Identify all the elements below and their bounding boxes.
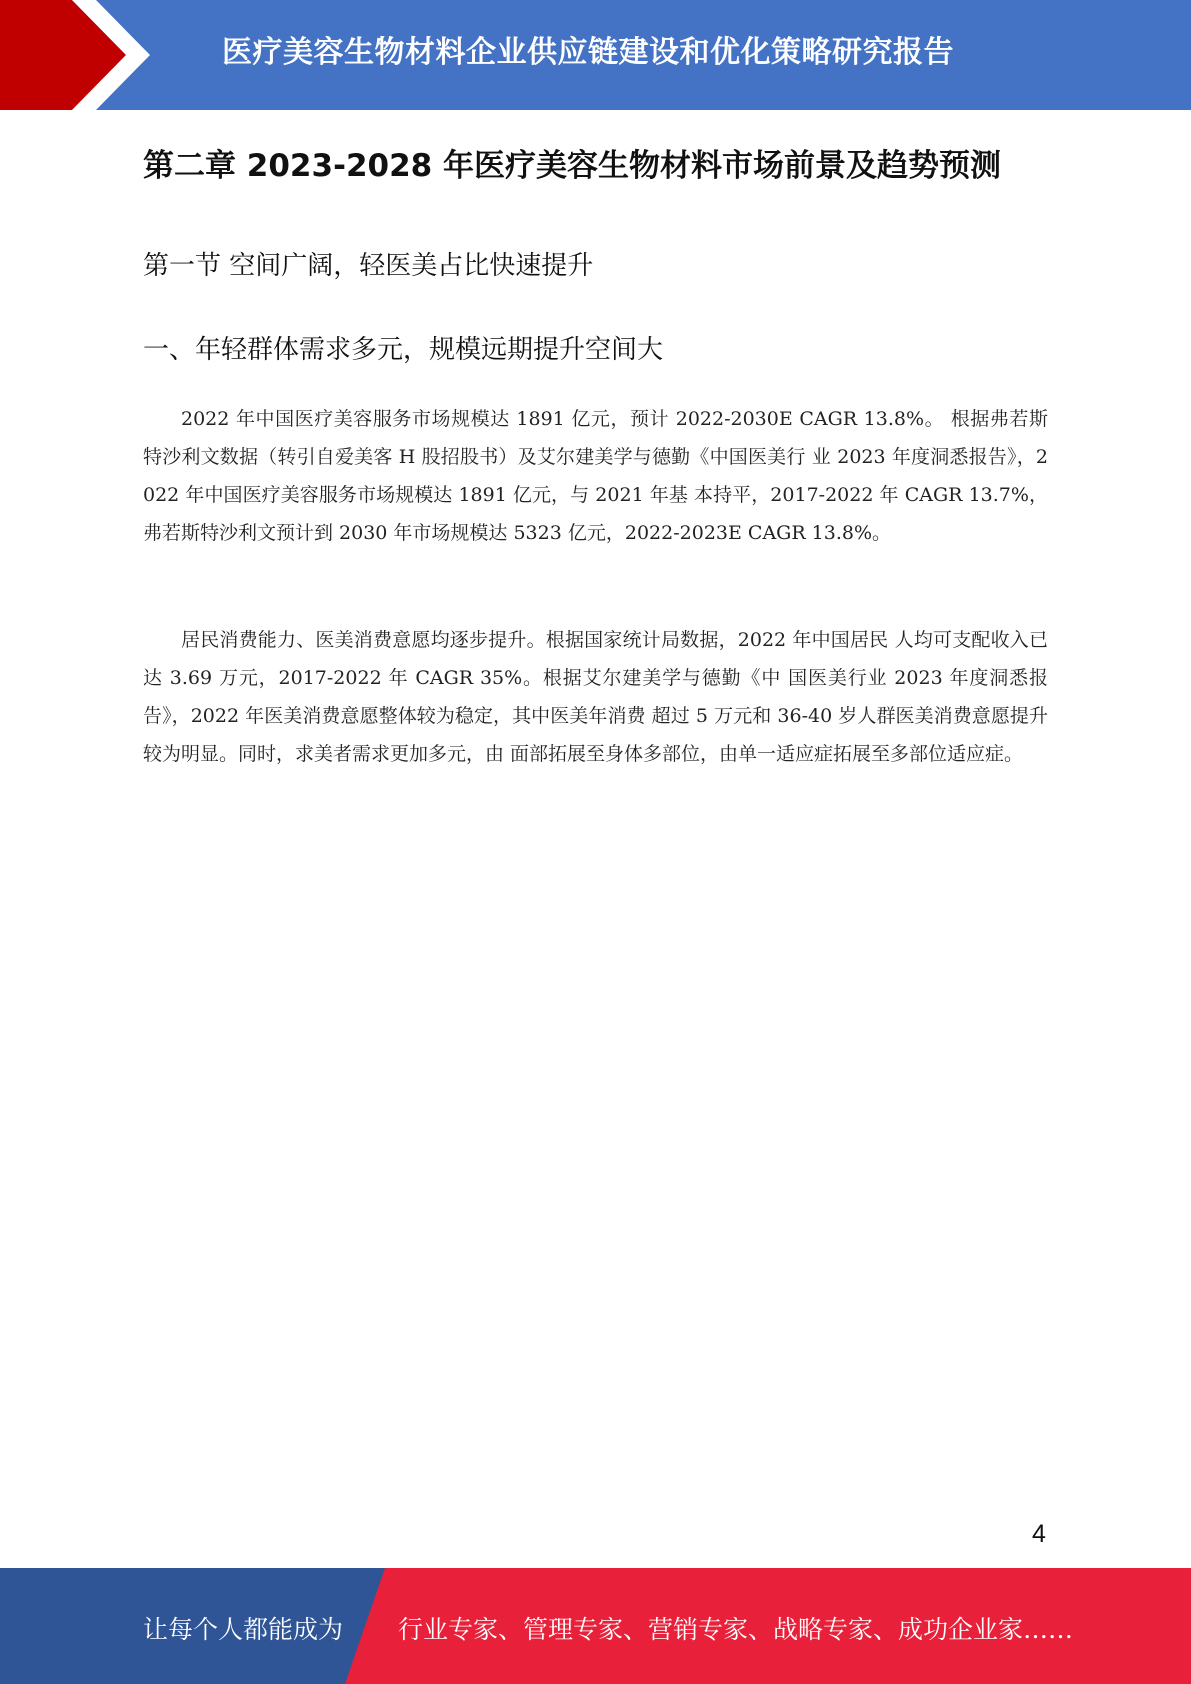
body-paragraph-2: 居民消费能力、医美消费意愿均逐步提升。根据国家统计局数据，2022 年中国居民 人均可支配收入已达 3.69 万元，2017-2022 年 CAGR 35%。根据艾尔建美学与德勤《中 国医美行业 2023 年度洞悉报告》，2022 年医美消费意愿整体较为稳定，其中医美年消费 超过 5 万元和 36-40 岁人群医美消费意愿提升较为明显。同时，求美者需求更加多元，由 面部拓展至身体多部位，由单一适应症拓展至多部位适应症。 [143, 629, 1048, 765]
header-banner [0, 0, 1191, 110]
chapter-title: 第二章 2023-2028 年医疗美容生物材料市场前景及趋势预测 [143, 148, 1002, 184]
page-number: 4 [1032, 1520, 1046, 1548]
footer-slogan-right: 行业专家、管理专家、营销专家、战略专家、成功企业家…… [398, 1615, 1074, 1644]
section-title: 第一节 空间广阔，轻医美占比快速提升 [143, 251, 594, 281]
footer-slogan-left: 让每个人都能成为 [143, 1615, 344, 1644]
report-title: 医疗美容生物材料企业供应链建设和优化策略研究报告 [222, 35, 954, 70]
subsection-title: 一、年轻群体需求多元，规模远期提升空间大 [143, 335, 664, 365]
header-arrow-decoration [0, 0, 180, 110]
body-paragraph-1: 2022 年中国医疗美容服务市场规模达 1891 亿元，预计 2022-2030E CAGR 13.8%。 根据弗若斯特沙利文数据（转引自爱美客 H 股招股书）及艾尔建美学与德勤《中国医美行 业 2023 年度洞悉报告》，2022 年中国医疗美容服务市场规模达 1891 亿元，与 2021 年基 本持平，2017-2022 年 CAGR 13.7%，弗若斯特沙利文预计到 2030 年市场规模达 5323 亿元，2022-2023E CAGR 13.8%。 [143, 408, 1048, 544]
footer-banner [0, 1568, 1191, 1684]
